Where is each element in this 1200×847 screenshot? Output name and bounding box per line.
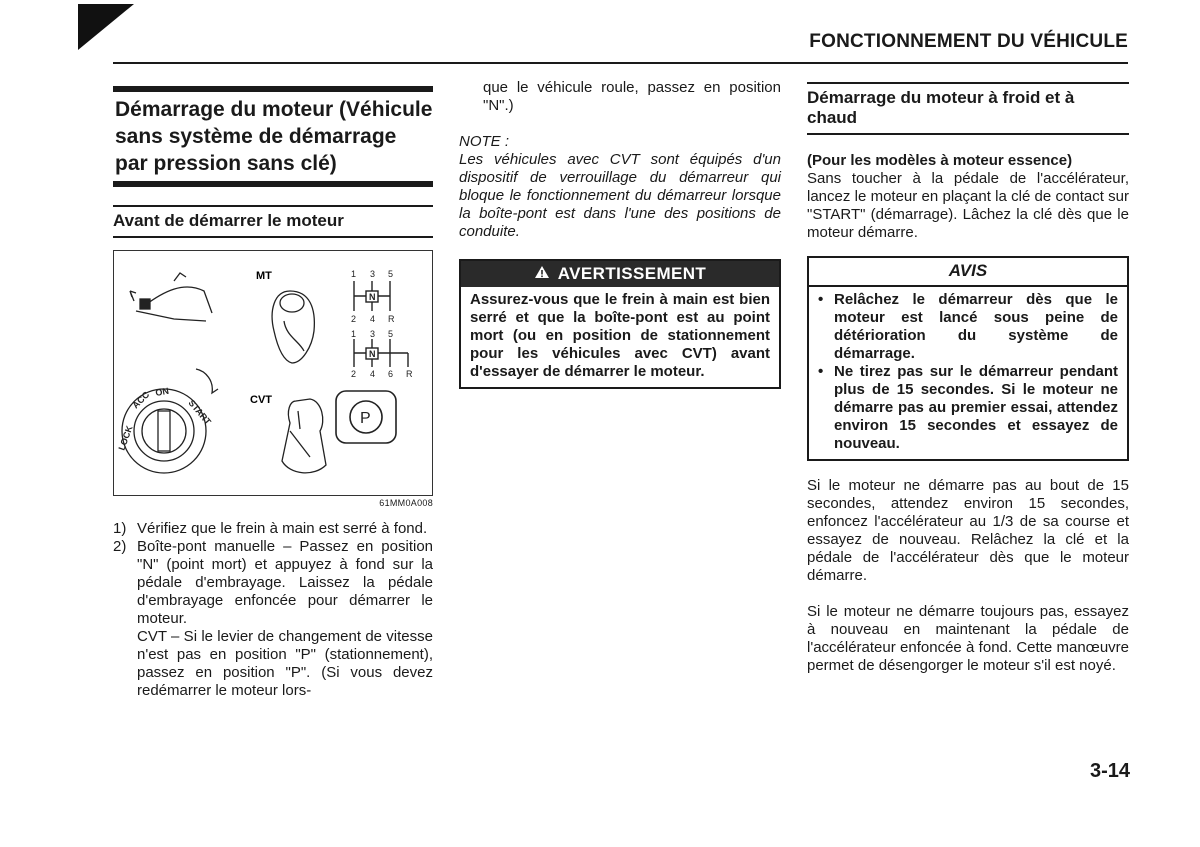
continued-text: que le véhicule roule, passez en position "N".) — [483, 79, 781, 114]
figure-illustration — [114, 251, 432, 495]
list-item — [818, 363, 1118, 453]
gear-label: 3 — [370, 269, 376, 279]
step-number: 2) — [113, 538, 127, 555]
running-title: FONCTIONNEMENT DU VÉHICULE — [809, 31, 1128, 52]
list-item — [113, 538, 433, 628]
starting-figure — [113, 250, 433, 496]
list-item — [113, 628, 433, 700]
warning-title: AVERTISSEMENT — [557, 264, 707, 283]
cold-warm-start-title: Démarrage du moteur à froid et à chaud — [807, 88, 1075, 127]
figure-code: 61MM0A008 — [379, 498, 433, 508]
gear-label: R — [388, 314, 395, 324]
avis-list — [809, 287, 1127, 459]
subtitle: Avant de démarrer le moteur — [113, 211, 344, 230]
step-text: Vérifiez que le frein à main est serré à fond. — [137, 520, 428, 537]
petrol-text: Sans toucher à la pédale de l'accélérateur, lancez le moteur en plaçant la clé de contact sur "START" (démarrage). Lâchez la clé dès que le moteur démarre. — [807, 170, 1129, 241]
column-2 — [459, 72, 781, 389]
warning-triangle-icon — [534, 264, 550, 284]
label-mt: MT — [256, 270, 272, 282]
avis-box — [807, 256, 1129, 461]
gear-label: 6 — [388, 369, 394, 379]
petrol-heading: (Pour les modèles à moteur essence) — [807, 152, 1073, 169]
step-text: Boîte-pont manuelle – Passez en position "N" (point mort) et appuyez à fond sur la pédale d'embrayage. Laissez la pédale d'embrayage enfoncée pour démarrer le moteur. — [137, 538, 433, 627]
list-item — [818, 291, 1118, 363]
avis-title: AVIS — [809, 258, 1127, 287]
ignition-on: ON — [154, 385, 170, 398]
ignition-acc: ACC — [130, 389, 152, 411]
column-1 — [113, 72, 433, 700]
gear-pattern-6-icon — [354, 339, 408, 367]
ignition-lock: LOCK — [116, 424, 135, 452]
section-rule-bottom — [113, 181, 433, 187]
gear-neutral: N — [369, 349, 376, 359]
corner-mark — [78, 4, 134, 50]
bullet: • — [818, 291, 824, 308]
cvt-text: CVT – Si le levier de changement de vitesse n'est pas en position "P" (stationnement), passez en position "P". (Si vous devez redémarrer le moteur lors- — [137, 628, 433, 699]
avis-item-text: Relâchez le démarreur dès que le moteur est lancé sous peine de détérioration du système de démarrage. — [834, 291, 1118, 362]
handbrake-icon — [130, 273, 212, 321]
paragraph-2: Si le moteur ne démarre toujours pas, essayez à nouveau en maintenant la pédale de l'accélérateur enfoncée à fond. Cette manœuvre permet de désengorger le moteur s'il est noyé. — [807, 603, 1129, 674]
subtitle-rule-bottom — [113, 236, 433, 238]
gear-label: 1 — [351, 269, 357, 279]
paragraph-1: Si le moteur ne démarre pas au bout de 15 secondes, attendez environ 15 secondes, enfoncez l'accélérateur au 1/3 de sa course et essayez de nouveau. Relâchez la clé et la pédale de l'accélérateur dès que le moteur démarre. — [807, 477, 1129, 584]
gear-label: 3 — [370, 329, 376, 339]
warning-header — [461, 261, 779, 287]
gear-label: 5 — [388, 329, 394, 339]
step-number: 1) — [113, 520, 127, 537]
note-label: NOTE : — [459, 133, 510, 150]
gear-label: 2 — [351, 369, 357, 379]
column-3 — [807, 72, 1129, 675]
mt-shift-knob-icon — [272, 291, 314, 363]
park-label: P — [360, 410, 371, 427]
gear-label: 5 — [388, 269, 394, 279]
header-rule — [113, 62, 1128, 64]
gear-label: 2 — [351, 314, 357, 324]
note-text: Les véhicules avec CVT sont équipés d'un dispositif de verrouillage du démarreur qui bloque le fonctionnement du démarreur lorsque la boîte-pont est dans l'une des positions de conduite. — [459, 151, 781, 240]
gear-label: 1 — [351, 329, 357, 339]
warning-text: Assurez-vous que le frein à main est bien serré et que la boîte-pont est au point mort (ou en position de stationnement pour les véhicules avec CVT) avant d'essayer de démarrer le moteur. — [470, 291, 770, 380]
list-item — [113, 520, 433, 538]
gear-label: 4 — [370, 314, 376, 324]
section-title: Démarrage du moteur (Véhicule sans système de démarrage par pression sans clé) — [115, 98, 433, 175]
warning-box — [459, 259, 781, 389]
gear-neutral: N — [369, 292, 376, 302]
title-rule-bottom — [807, 133, 1129, 135]
avis-item-text: Ne tirez pas sur le démarreur pendant plus de 15 secondes. Si le moteur ne démarre pas au premier essai, attendez environ 15 secondes et essayez de nouveau. — [834, 363, 1118, 452]
gear-label: 4 — [370, 369, 376, 379]
gear-label: R — [406, 369, 413, 379]
label-cvt: CVT — [250, 394, 272, 406]
ignition-start: START — [186, 397, 213, 427]
steps-list — [113, 520, 433, 700]
bullet: • — [818, 363, 824, 380]
page-number: 3-14 — [1089, 760, 1130, 782]
cvt-lever-icon — [282, 399, 326, 473]
